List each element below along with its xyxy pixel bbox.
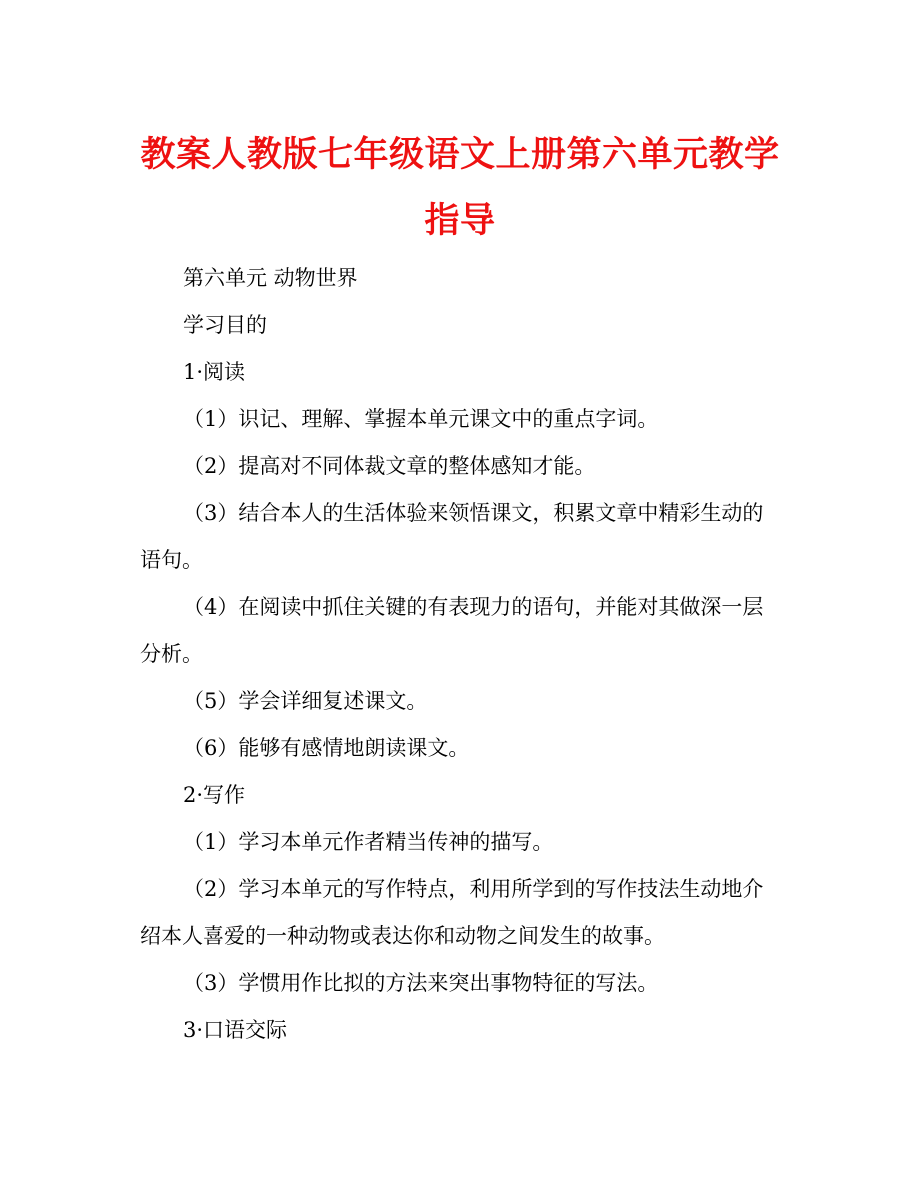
paragraph-line: （4）在阅读中抓住关键的有表现力的语句，并能对其做深一层 xyxy=(183,595,764,619)
paragraph-line-continuation: 语句。 xyxy=(140,548,203,572)
paragraph-line: （2）提高对不同体裁文章的整体感知才能。 xyxy=(183,454,596,478)
paragraph-line-continuation: 绍本人喜爱的一种动物或表达你和动物之间发生的故事。 xyxy=(140,924,665,948)
paragraph-line: （6）能够有感情地朗读课文。 xyxy=(183,736,470,760)
paragraph-line: （2）学习本单元的写作特点，利用所学到的写作技法生动地介 xyxy=(183,877,764,901)
unit-heading: 第六单元 动物世界 xyxy=(183,266,358,290)
paragraph-line: （3）学惯用作比拟的方法来突出事物特征的写法。 xyxy=(183,971,659,995)
document-title-line-2: 指导 xyxy=(424,201,496,241)
subsection-heading-reading: 1·阅读 xyxy=(183,360,246,384)
subsection-heading-writing: 2·写作 xyxy=(183,783,246,807)
section-heading-objectives: 学习目的 xyxy=(183,313,267,337)
paragraph-line: （5）学会详细复述课文。 xyxy=(183,689,428,713)
subsection-heading-oral-communication: 3·口语交际 xyxy=(183,1018,288,1042)
paragraph-line: （1）学习本单元作者精当传神的描写。 xyxy=(183,830,554,854)
document-title-line-1: 教案人教版七年级语文上册第六单元教学 xyxy=(140,135,780,175)
paragraph-line: （1）识记、理解、掌握本单元课文中的重点字词。 xyxy=(183,407,659,431)
paragraph-line-continuation: 分析。 xyxy=(140,642,203,666)
paragraph-line: （3）结合本人的生活体验来领悟课文，积累文章中精彩生动的 xyxy=(183,501,764,525)
